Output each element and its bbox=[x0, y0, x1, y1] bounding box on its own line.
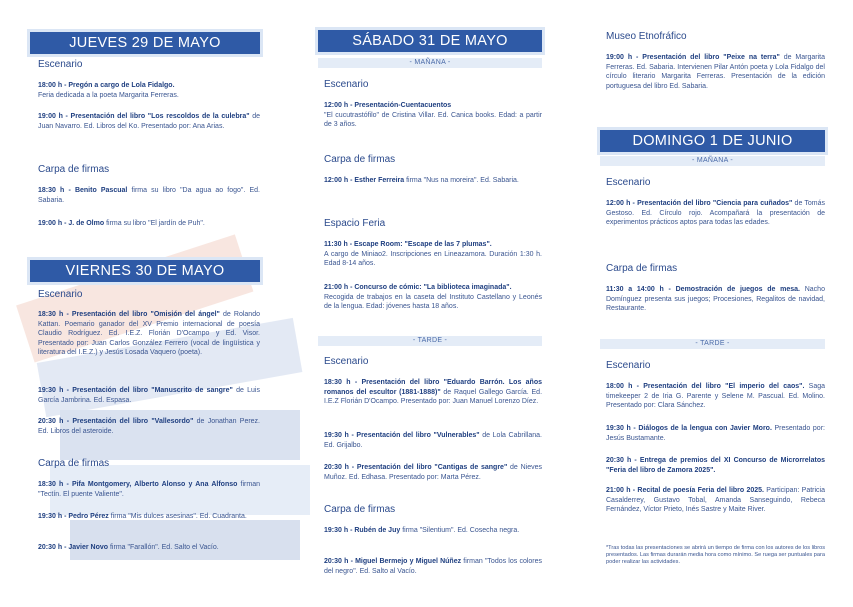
event-item: 20:30 h - Entrega de premios del XI Concurso de Microrrelatos "Feria del libro de Zamora 2025". bbox=[606, 457, 825, 474]
section-title: Escenario bbox=[606, 360, 651, 371]
event-item: 11:30 a 14:00 h - Demostración de juegos de mesa. Nacho Domínguez presenta sus juegos; Procesiones, Regalitos de navidad, Restaurante. bbox=[606, 286, 825, 313]
afternoon-label: - TARDE - bbox=[318, 336, 542, 346]
section-title: Carpa de firmas bbox=[606, 263, 678, 274]
event-item: 12:00 h - Presentación del libro "Ciencia para cuñados" de Tomás Gestoso. Ed. Círculo rojo. Acompañará la presentación de experimentos prácticos aptos para todas las edades. bbox=[606, 200, 826, 227]
event-item: 19:30 h - Presentación del libro "Manuscrito de sangre" de Luis García Jambrina. Ed. Espasa. bbox=[38, 387, 260, 404]
event-item: 20:30 h - Miguel Bermejo y Miguel Núñez firman "Todos los colores del negro". Ed. Salto al Vacío. bbox=[324, 558, 543, 575]
event-item: 21:00 h - Concurso de cómic: "La biblioteca imaginada". Recogida de trabajos en la caseta del Instituto Castellano y Leonés de la lengua. Edad: jóvenes hasta 18 años. bbox=[324, 284, 542, 311]
section-title: Escenario bbox=[324, 356, 369, 367]
event-item: 18:30 h - Benito Pascual firma su libro "Da agua ao fogo". Ed. Sabaria. bbox=[38, 187, 260, 204]
event-item: 19:30 h - Diálogos de la lengua con Javier Moro. Presentado por: Jesús Bustamante. bbox=[606, 425, 825, 442]
event-item: 18:30 h - Presentación del libro "Eduardo Barrón. Los años romanos del escultor (1881-1888)" de Raquel Gallego García. Ed. I.E.Z Florián D'Ocampo. Presentado por: Juan Manuel Lorenzo Díez. bbox=[324, 379, 543, 406]
morning-label: - MAÑANA - bbox=[318, 58, 542, 68]
section-title: Escenario bbox=[38, 59, 83, 70]
event-item: 18:30 h - Pifa Montgomery, Alberto Alonso y Ana Alfonso firman "Tectín. El puente Valiente". bbox=[38, 481, 260, 498]
event-item: 11:30 h - Escape Room: "Escape de las 7 plumas". A cargo de Miniao2. Inscripciones en Lineazamora. Duración 1:30 h. Edad 8-14 años. bbox=[324, 241, 542, 268]
event-item: 20:30 h - Presentación del libro "Vallesordo" de Jonathan Perez. Ed. Libros del asteroide. bbox=[38, 418, 261, 435]
event-item: 12:00 h - Presentación-Cuentacuentos "El cucutrastófilo" de Cristina Villar. Ed. Canica books. Edad: a partir de 3 años. bbox=[324, 102, 542, 129]
section-title: Museo Etnofráfico bbox=[606, 31, 687, 42]
event-item: 20:30 h - Javier Novo firma "Farallón". Ed. Salto el Vacío. bbox=[38, 544, 219, 551]
event-item: 19:30 h - Rubén de Juy firma "Silentium". Ed. Cosecha negra. bbox=[324, 527, 520, 534]
event-item: 18:00 h - Pregón a cargo de Lola Fidalgo. Feria dedicada a la poeta Margarita Ferreras. bbox=[38, 82, 179, 99]
event-item: 18:30 h - Presentación del libro "Omisión del ángel" de Rolando Kattan. Poemario ganador del XV Premio internacional de poesía Claudio Rodríguez. Ed. I.E.Z. Florián D'Ocampo y Ed. Visor. Presentado por: Juan Carlos González Ferrero (vocal de lingüística y literatura del I.E.Z.) y Jesús Losada Vaquero (poeta). bbox=[38, 311, 260, 357]
section-title: Carpa de firmas bbox=[324, 504, 396, 515]
morning-label: - MAÑANA - bbox=[600, 156, 825, 166]
day-header: VIERNES 30 DE MAYO bbox=[30, 260, 260, 282]
afternoon-label: - TARDE - bbox=[600, 339, 825, 349]
event-item: 18:00 h - Presentación del libro "El imperio del caos". Saga timekeeper 2 de Iria G. Parente y Selene M. Pascual. Ed. Molino. Presentado por: Clara Sánchez. bbox=[606, 383, 826, 410]
event-item: 12:00 h - Esther Ferreira firma "Nus na moreira". Ed. Sabaria. bbox=[324, 177, 519, 184]
event-item: 19:00 h - Presentación del libro "Peixe na terra" de Margarita Ferreras. Ed. Sabaria. Intervienen Pilar Antón poeta y Lola Fidalgo del círculo literario Margarita Ferreras. Presentación de la edición portuguesa del libro Ed. Sabaria. bbox=[606, 54, 825, 90]
section-title: Carpa de firmas bbox=[324, 154, 396, 165]
day-header: SÁBADO 31 DE MAYO bbox=[318, 30, 542, 52]
section-title: Carpa de firmas bbox=[38, 164, 110, 175]
event-item: 19:30 h - Presentación del libro "Vulnerables" de Lola Cabrillana. Ed. Grijalbo. bbox=[324, 432, 542, 449]
footnote: *Tras todas las presentaciones se abrirá un tiempo de firma con los autores de los libros presentados. Las firmas durarán media hora como mínimo. Se ruega ser puntuales para poder realizar las actividades. bbox=[606, 545, 825, 565]
day-header: JUEVES 29 DE MAYO bbox=[30, 32, 260, 54]
section-title: Carpa de firmas bbox=[38, 458, 110, 469]
event-item: 19:00 h - Presentación del libro "Los rescoldos de la culebra" de Juan Navarro. Ed. Libros del Ko. Presentado por: Ana Arias. bbox=[38, 113, 261, 130]
section-title: Escenario bbox=[324, 79, 369, 90]
event-item: 19:30 h - Pedro Pérez firma "Mis dulces asesinas". Ed. Cuadranta. bbox=[38, 513, 247, 520]
section-title: Escenario bbox=[38, 289, 83, 300]
section-title: Espacio Feria bbox=[324, 218, 386, 229]
event-item: 21:00 h - Recital de poesía Feria del libro 2025. Participan: Patricia Casalderrey, Gustavo Tobal, Amanda Sanseguindo, Rebeca Fernández, Víctor Prieto, Inés Sastre y Maite River. bbox=[606, 487, 826, 514]
event-item: 19:00 h - J. de Olmo firma su libro "El jardín de Puh". bbox=[38, 220, 205, 227]
day-header: DOMINGO 1 DE JUNIO bbox=[600, 130, 825, 152]
section-title: Escenario bbox=[606, 177, 651, 188]
event-item: 20:30 h - Presentación del libro "Cantigas de sangre" de Nieves Muñoz. Ed. Edhasa. Presentado por: Marta Pérez. bbox=[324, 464, 542, 481]
